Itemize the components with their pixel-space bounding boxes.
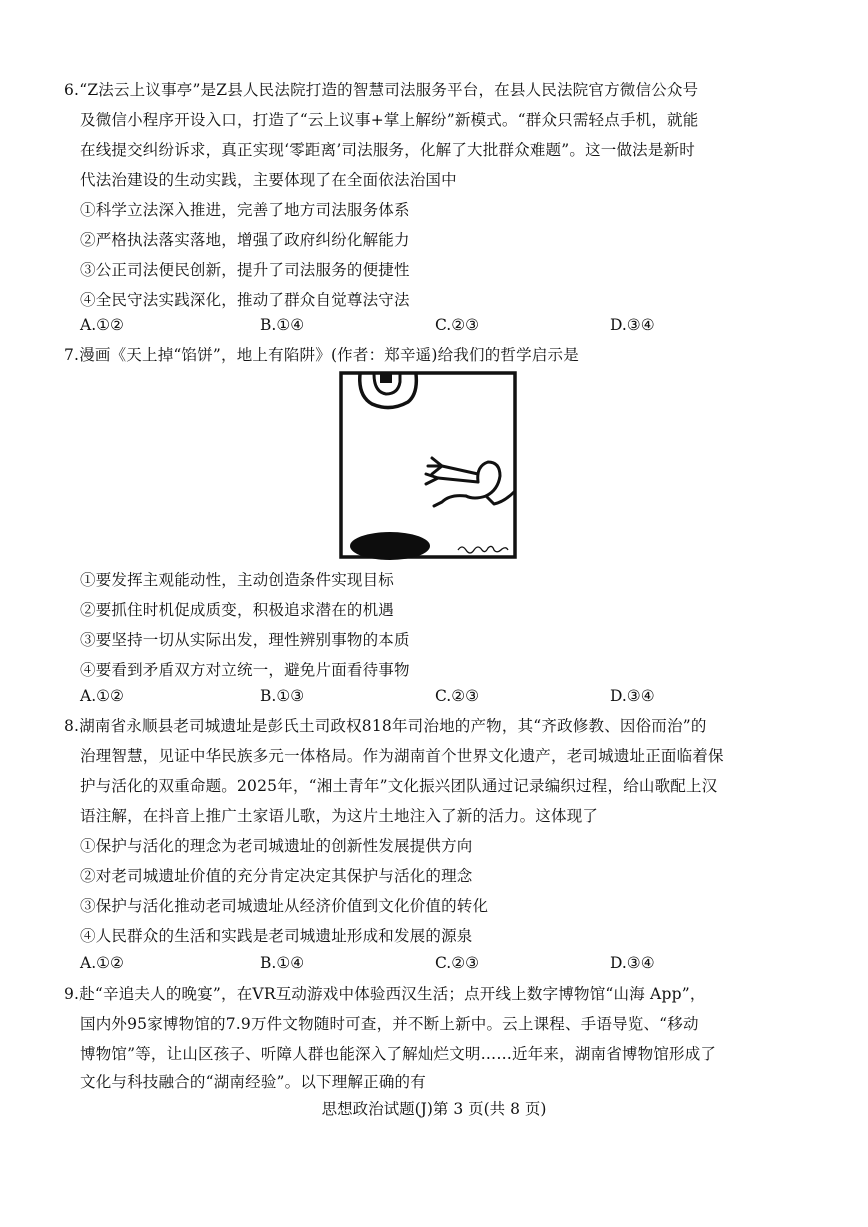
q6-choices xyxy=(80,314,740,336)
q8-choice-c[interactable]: C.②③ xyxy=(435,954,480,972)
q8-choice-d[interactable]: D.③④ xyxy=(610,954,655,972)
q6-choice-d[interactable]: D.③④ xyxy=(610,316,655,334)
q8-choices xyxy=(80,952,740,974)
q9-stem-line-3: 博物馆”等，让山区孩子、听障人群也能深入了解灿烂文明……近年来，湖南省博物馆形成了 xyxy=(80,1045,717,1063)
q8-choice-a[interactable]: A.①② xyxy=(80,954,124,972)
q6-choice-a[interactable]: A.①② xyxy=(80,316,124,334)
q8-option-3: ③保护与活化推动老司城遗址从经济价值到文化价值的转化 xyxy=(80,897,489,915)
q8-stem-line-4: 语注解，在抖音上推广土家语儿歌，为这片土地注入了新的活力。这体现了 xyxy=(80,807,599,825)
q9-stem-line-1: 9.赴“辛追夫人的晚宴”，在VR互动游戏中体验西汉生活；点开线上数字博物馆“山海 App”， xyxy=(64,985,706,1003)
q6-option-4: ④全民守法实践深化，推动了群众自觉尊法守法 xyxy=(80,291,410,309)
q6-stem-line-3: 在线提交纠纷诉求，真正实现‘零距离’司法服务，化解了大批群众难题”。这一做法是新时 xyxy=(80,141,695,159)
comic-illustration xyxy=(338,370,518,560)
running-man-icon xyxy=(426,458,514,506)
q8-option-4: ④人民群众的生活和实践是老司城遗址形成和发展的源泉 xyxy=(80,927,473,945)
falling-pie-icon xyxy=(360,374,417,408)
q6-option-2: ②严格执法落实落地，增强了政府纠纷化解能力 xyxy=(80,231,410,249)
q8-stem-line-3: 护与活化的双重命题。2025年，“湘土青年”文化振兴团队通过记录编织过程，给山歌配上汉 xyxy=(80,777,718,795)
q6-option-1: ①科学立法深入推进，完善了地方司法服务体系 xyxy=(80,201,410,219)
q6-option-3: ③公正司法便民创新，提升了司法服务的便捷性 xyxy=(80,261,410,279)
q6-stem-line-1: 6.“Z法云上议事亭”是Z县人民法院打造的智慧司法服务平台，在县人民法院官方微信公众号 xyxy=(64,81,699,99)
q6-stem-line-2: 及微信小程序开设入口，打造了“云上议事+掌上解纷”新模式。“群众只需轻点手机，就能 xyxy=(80,111,699,129)
page-footer: 思想政治试题(J)第 3 页(共 8 页) xyxy=(321,1100,547,1118)
q7-option-1: ①要发挥主观能动性，主动创造条件实现目标 xyxy=(80,571,395,589)
q6-choice-c[interactable]: C.②③ xyxy=(435,316,480,334)
q7-choice-a[interactable]: A.①② xyxy=(80,687,124,705)
q8-choice-b[interactable]: B.①④ xyxy=(260,954,305,972)
q8-stem-line-1: 8.湖南省永顺县老司城遗址是彭氏土司政权818年司治地的产物，其“齐政修教、因俗而治”的 xyxy=(64,717,707,735)
comic-signature xyxy=(458,546,508,553)
q7-choices xyxy=(80,685,740,707)
q8-option-1: ①保护与活化的理念为老司城遗址的创新性发展提供方向 xyxy=(80,837,473,855)
q7-stem-line-1: 7.漫画《天上掉“馅饼”，地上有陷阱》(作者：郑辛遥)给我们的哲学启示是 xyxy=(64,346,579,364)
trap-hole-icon xyxy=(350,532,430,560)
q7-choice-c[interactable]: C.②③ xyxy=(435,687,480,705)
q6-stem-line-4: 代法治建设的生动实践，主要体现了在全面依法治国中 xyxy=(80,171,457,189)
q9-stem-line-2: 国内外95家博物馆的7.9万件文物随时可查，并不断上新中。云上课程、手语导览、“移动 xyxy=(80,1015,699,1033)
q7-choice-b[interactable]: B.①③ xyxy=(260,687,305,705)
q6-choice-b[interactable]: B.①④ xyxy=(260,316,305,334)
q7-choice-d[interactable]: D.③④ xyxy=(610,687,655,705)
q8-stem-line-2: 治理智慧，见证中华民族多元一体格局。作为湖南首个世界文化遗产，老司城遗址正面临着保 xyxy=(80,747,724,765)
q8-option-2: ②对老司城遗址价值的充分肯定决定其保护与活化的理念 xyxy=(80,867,473,885)
q7-option-3: ③要坚持一切从实际出发，理性辨别事物的本质 xyxy=(80,631,410,649)
q7-option-2: ②要抓住时机促成质变，积极追求潜在的机遇 xyxy=(80,601,395,619)
q9-stem-line-4: 文化与科技融合的“湖南经验”。以下理解正确的有 xyxy=(80,1073,426,1091)
comic-drawing xyxy=(338,370,518,560)
q7-option-4: ④要看到矛盾双方对立统一，避免片面看待事物 xyxy=(80,661,410,679)
